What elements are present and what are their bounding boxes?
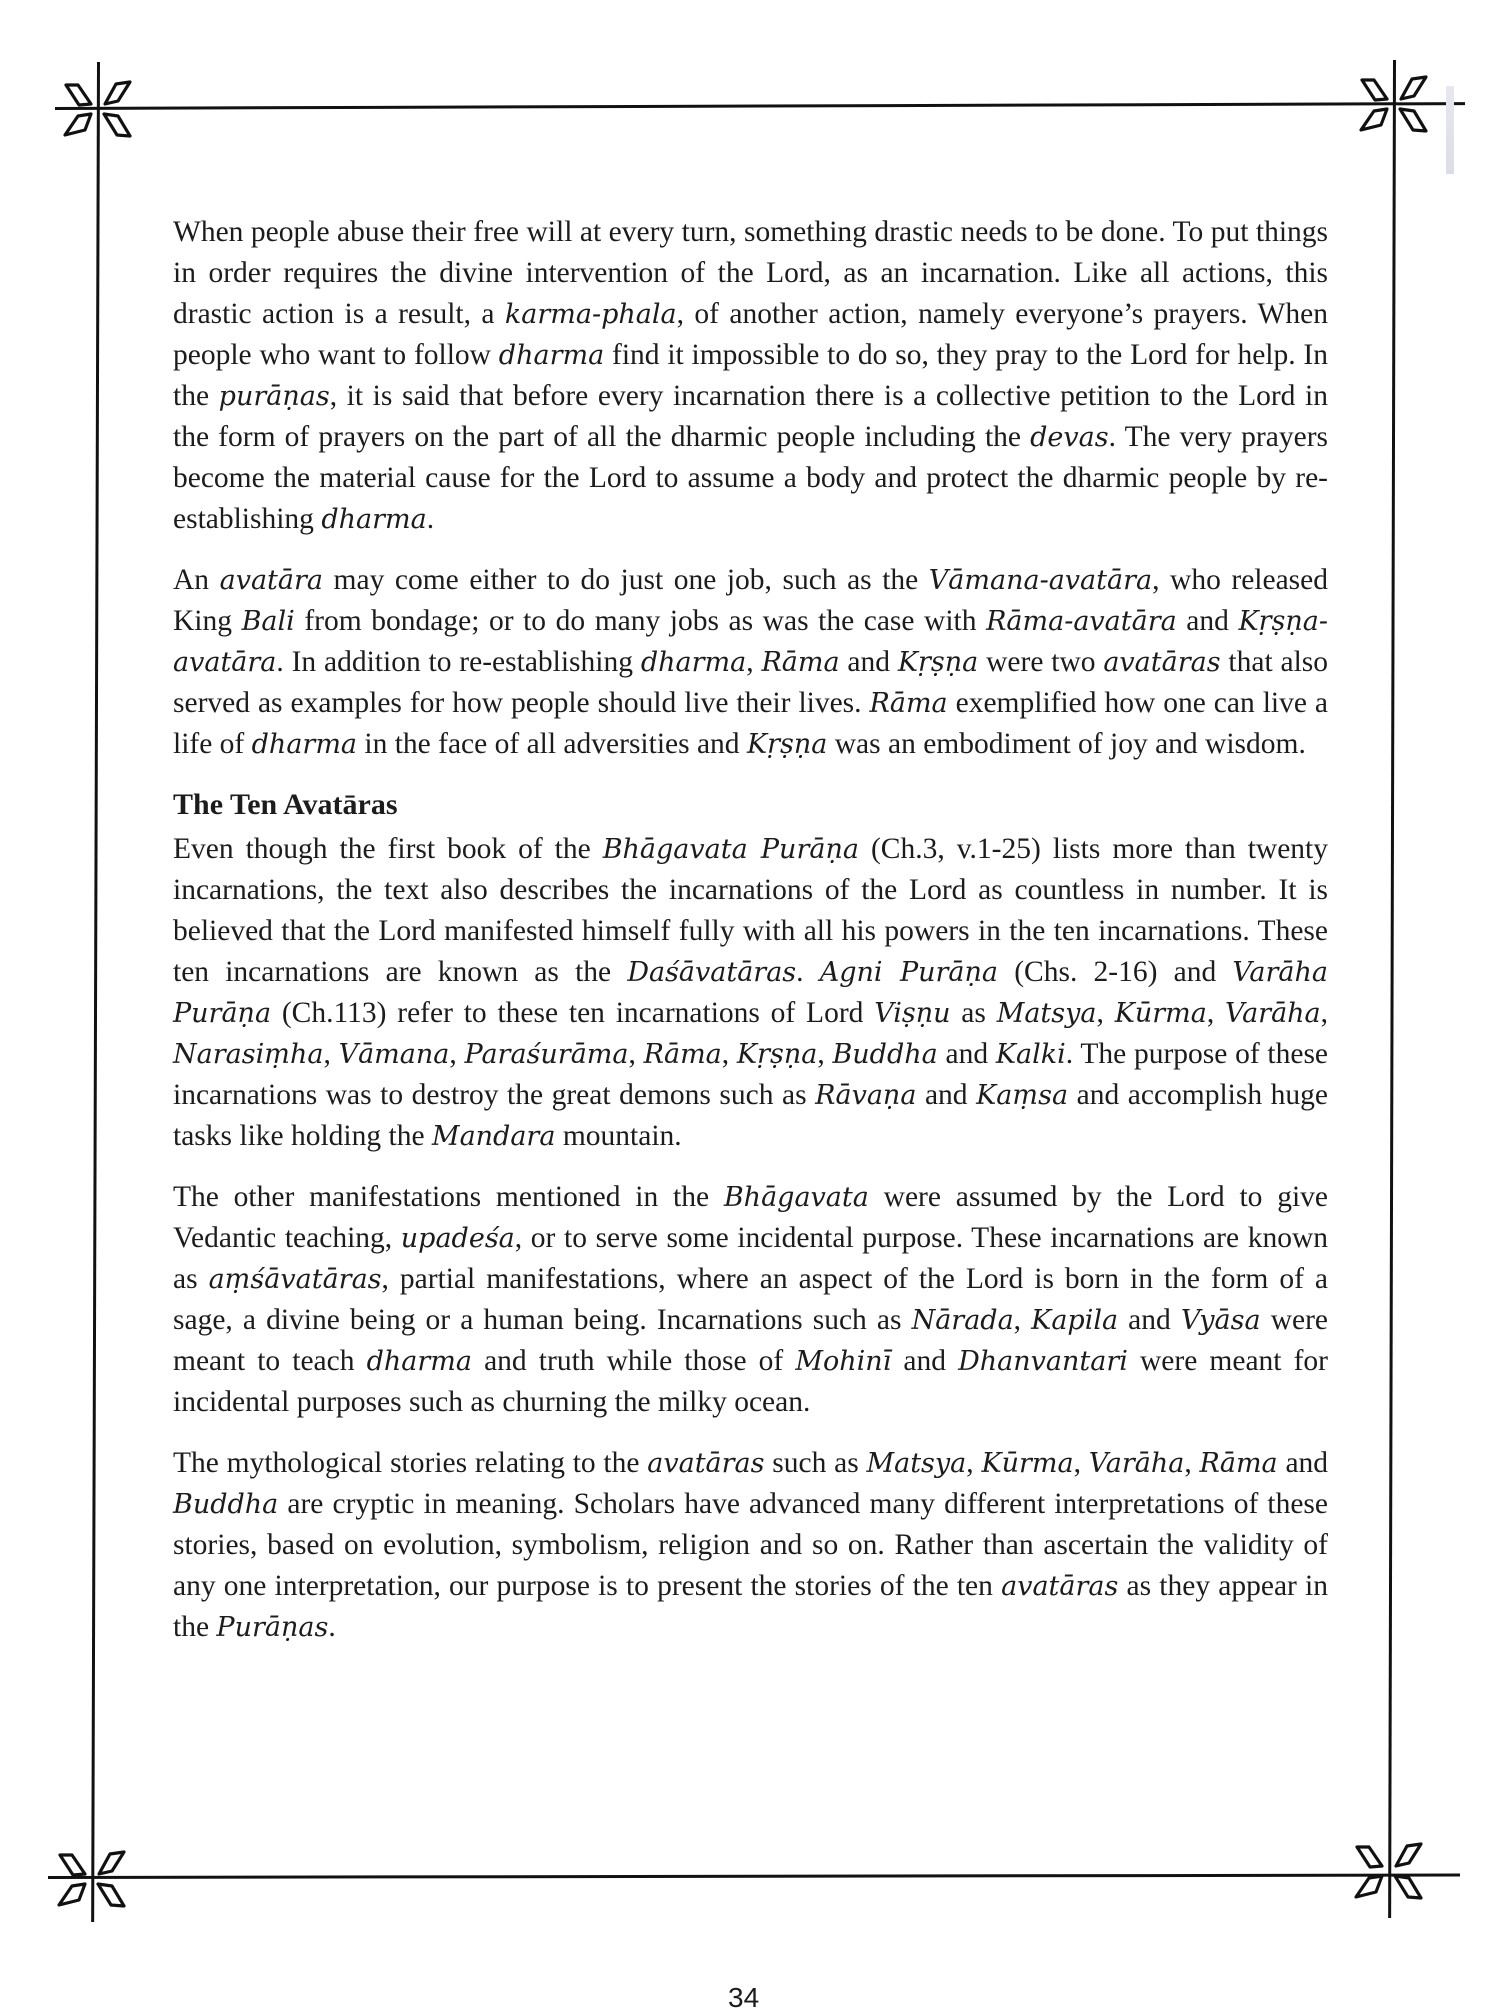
italic-term: purāṇas — [218, 381, 330, 412]
italic-term: dharma — [640, 647, 747, 678]
italic-term: Vyāsa — [1180, 1305, 1261, 1336]
italic-term: avatāras — [1001, 1571, 1119, 1602]
paragraph: An avatāra may come either to do just one job, such as the Vāmana-avatāra, who released King Bali from bondage; or to do many jobs as was the case with Rāma-avatāra and Kṛṣṇa-avatāra. In addition to re-establishing dharma, Rāma and Kṛṣṇa were two avatāras that also served as examples for how people should live their lives. Rāma exemplified how one can live a life of dharma in the face of all adversities and Kṛṣṇa was an embodiment of joy and wisdom. — [173, 564, 1329, 760]
italic-term: Dhanvantari — [958, 1346, 1128, 1377]
italic-term: Buddha — [832, 1039, 938, 1070]
italic-term: Kūrma — [1114, 998, 1207, 1029]
italic-term: Kṛṣṇa — [746, 729, 828, 760]
italic-term: Rāma — [1199, 1448, 1278, 1479]
italic-term: Paraśurāma — [464, 1039, 629, 1070]
italic-term: dharma — [321, 504, 427, 535]
paragraph: The mythological stories relating to the avatāras such as Matsya, Kūrma, Varāha, Rāma and Buddha are cryptic in meaning. Scholars have advanced many different interpretations of these stories, based on evolution, symbolism, religion and so on. Rather than ascertain the validity of any one interpretation, our purpose is to present the stories of the ten avatāras as they appear in the Purāṇas. — [173, 1447, 1329, 1643]
italic-term: upadeśa — [400, 1223, 515, 1254]
scan-edge-shadow — [1446, 86, 1454, 174]
italic-term: Matsya — [996, 998, 1097, 1029]
right-border-line — [1388, 60, 1396, 1918]
italic-term: karma-phala — [504, 299, 677, 330]
italic-term: Rāma — [869, 688, 948, 719]
italic-term: avatāras — [647, 1448, 765, 1479]
italic-term: Buddha — [173, 1489, 279, 1520]
italic-term: Viṣṇu — [874, 998, 951, 1029]
left-border-line — [91, 62, 100, 1922]
italic-term: Rāma — [761, 647, 840, 678]
section-heading: The Ten Avatāras — [173, 788, 398, 821]
italic-term: Rāma — [643, 1039, 722, 1070]
italic-term: avatāras — [1103, 647, 1221, 678]
corner-ornament-icon — [58, 68, 138, 148]
body-text — [173, 212, 1328, 1668]
paragraph: Even though the first book of the Bhāgavata Purāṇa (Ch.3, v.1-25) lists more than twenty incarnations, the text also describes the incarnations of the Lord as countless in number. It is believed that the Lord manifested himself fully with all his powers in the ten incarnations. These ten incarnations are known as the Daśāvatāras. Agni Purāṇa (Chs. 2-16) and Varāha Purāṇa (Ch.113) refer to these ten incarnations of Lord Viṣṇu as Matsya, Kūrma, Varāha, Narasiṃha, Vāmana, Paraśurāma, Rāma, Kṛṣṇa, Buddha and Kalki. The purpose of these incarnations was to destroy the great demons such as Rāvaṇa and Kaṃsa and accomplish huge tasks like holding the Mandara mountain. — [173, 833, 1329, 1152]
italic-term: Kapila — [1031, 1305, 1119, 1336]
italic-term: Vāmana — [338, 1039, 450, 1070]
corner-ornament-icon — [52, 1838, 132, 1918]
italic-term: Bhāgavata — [723, 1182, 869, 1213]
italic-term: Narasiṃha — [173, 1039, 324, 1070]
italic-term: Rāvaṇa — [815, 1080, 917, 1111]
corner-ornament-icon — [1354, 63, 1434, 143]
italic-term: Mandara — [431, 1121, 556, 1152]
italic-term: Purāṇas — [216, 1612, 329, 1643]
italic-term: Nārada — [911, 1305, 1014, 1336]
italic-term: aṃśāvatāras — [208, 1264, 382, 1295]
italic-term: Mohinī — [795, 1346, 892, 1377]
italic-term: avatāra — [219, 565, 324, 596]
italic-term: Kūrma — [981, 1448, 1074, 1479]
italic-term: dharma — [366, 1346, 472, 1377]
italic-term: Rāma-avatāra — [986, 606, 1177, 637]
italic-term: Kṛṣṇa-avatāra — [173, 606, 1329, 678]
italic-term: Daśāvatāras — [627, 957, 797, 988]
page-number: 34 — [728, 1982, 760, 2013]
italic-term: Agni Purāṇa — [819, 957, 999, 988]
italic-term: dharma — [498, 340, 605, 371]
italic-term: dharma — [251, 729, 358, 760]
paragraph: The other manifestations mentioned in the Bhāgavata were assumed by the Lord to give Vedantic teaching, upadeśa, or to serve some incidental purpose. These incarnations are known as aṃśāvatāras, partial manifestations, where an aspect of the Lord is born in the form of a sage, a divine being or a human being. Incarnations such as Nārada, Kapila and Vyāsa were meant to teach dharma and truth while those of Mohinī and Dhanvantari were meant for incidental purposes such as churning the milky ocean. — [173, 1181, 1329, 1418]
italic-term: devas — [1030, 422, 1109, 453]
italic-term: Matsya — [866, 1448, 967, 1479]
italic-term: Kaṃsa — [976, 1080, 1069, 1111]
italic-term: Bhāgavata Purāṇa — [602, 834, 859, 865]
bottom-border-line — [48, 1874, 1460, 1879]
italic-term: Vāmana-avatāra — [928, 565, 1153, 596]
italic-term: Varāha — [1088, 1448, 1185, 1479]
paragraph: When people abuse their free will at every turn, something drastic needs to be done. To put things in order requires the divine intervention of the Lord, as an incarnation. Like all actions, this drastic action is a result, a karma-phala, of another action, namely everyone’s prayers. When people who want to follow dharma find it impossible to do so, they pray to the Lord for help. In the purāṇas, it is said that before every incarnation there is a collective petition to the Lord in the form of prayers on the part of all the dharmic people including the devas. The very prayers become the material cause for the Lord to assume a body and protect the dharmic people by re-establishing dharma. — [173, 216, 1328, 535]
italic-term: Kṛṣṇa — [897, 647, 979, 678]
italic-term: Kṛṣṇa — [736, 1039, 818, 1070]
italic-term: Kalki — [995, 1039, 1066, 1070]
italic-term: Bali — [241, 606, 295, 637]
italic-term: Varāha — [1225, 998, 1321, 1029]
corner-ornament-icon — [1349, 1830, 1429, 1910]
italic-term: Varāha Purāṇa — [173, 957, 1329, 1029]
top-border-line — [55, 102, 1465, 110]
